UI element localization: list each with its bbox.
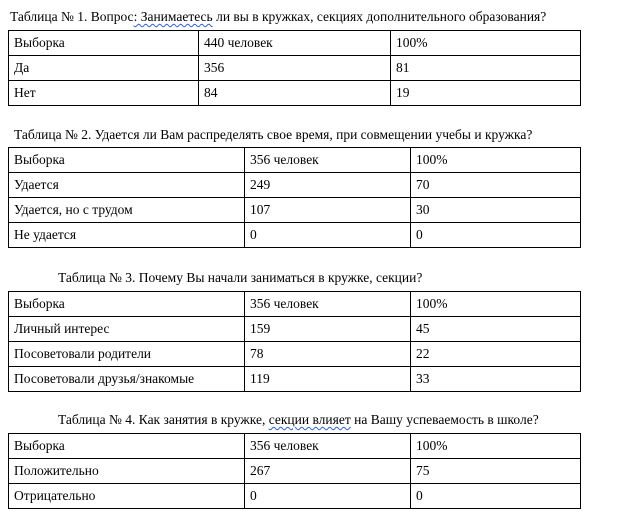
table-3-caption [58, 270, 422, 286]
table-row [9, 317, 581, 342]
table-1-caption [10, 9, 546, 25]
table-cell: 84 [199, 81, 391, 106]
table-cell: Да [9, 56, 199, 81]
table-3-caption-text: Таблица № 3. Почему Вы начали заниматься в кружке, секции? [58, 270, 423, 285]
table-cell: 159 [245, 317, 411, 342]
table-4 [8, 433, 581, 509]
table-4-caption-prefix: Таблица № 4. Как занятия в кружке, [58, 412, 269, 427]
table-cell: 356 человек [245, 434, 411, 459]
table-cell: 0 [411, 484, 581, 509]
table-row [9, 56, 581, 81]
table-row [9, 292, 581, 317]
table-cell: 119 [245, 367, 411, 392]
table-cell: 75 [411, 459, 581, 484]
table-row [9, 434, 581, 459]
table-2-caption [14, 127, 532, 143]
table-cell: Удается, но с трудом [9, 198, 245, 223]
table-cell: 33 [411, 367, 581, 392]
table-cell: 30 [411, 198, 581, 223]
table-row [9, 223, 581, 248]
table-cell: Посоветовали родители [9, 342, 245, 367]
table-cell: Выборка [9, 148, 245, 173]
table-cell: 100% [391, 31, 581, 56]
table-cell: Выборка [9, 434, 245, 459]
table-1-caption-prefix: Таблица № 1. Вопрос [10, 9, 134, 24]
table-row [9, 31, 581, 56]
table-cell: 356 человек [245, 148, 411, 173]
table-cell: 249 [245, 173, 411, 198]
table-cell: Посоветовали друзья/знакомые [9, 367, 245, 392]
table-row [9, 148, 581, 173]
table-1-caption-underlined: : Занимаетесь [133, 9, 213, 24]
table-row [9, 173, 581, 198]
table-3 [8, 291, 581, 392]
table-cell: 267 [245, 459, 411, 484]
table-cell: 70 [411, 173, 581, 198]
table-4-caption-suffix: на Вашу успеваемость в школе? [350, 412, 539, 427]
table-cell: 45 [411, 317, 581, 342]
table-cell: 81 [391, 56, 581, 81]
table-cell: 107 [245, 198, 411, 223]
table-cell: Выборка [9, 292, 245, 317]
table-cell: 0 [245, 223, 411, 248]
table-1 [8, 30, 581, 106]
table-2 [8, 147, 581, 248]
table-row [9, 342, 581, 367]
table-cell: 356 [199, 56, 391, 81]
table-cell: 0 [245, 484, 411, 509]
table-cell: 440 человек [199, 31, 391, 56]
table-cell: Удается [9, 173, 245, 198]
table-4-caption-underlined: секции влияет [268, 412, 351, 427]
table-cell: Нет [9, 81, 199, 106]
table-cell: 100% [411, 292, 581, 317]
table-cell: 19 [391, 81, 581, 106]
table-row [9, 459, 581, 484]
table-cell: 0 [411, 223, 581, 248]
table-cell: Выборка [9, 31, 199, 56]
table-row [9, 367, 581, 392]
table-cell: 356 человек [245, 292, 411, 317]
table-cell: 78 [245, 342, 411, 367]
table-1-caption-suffix: ли вы в кружках, секциях дополнительного образования? [212, 9, 547, 24]
table-cell: 100% [411, 434, 581, 459]
table-row [9, 484, 581, 509]
table-row [9, 81, 581, 106]
table-4-caption [58, 412, 539, 428]
table-cell: Не удается [9, 223, 245, 248]
table-cell: 22 [411, 342, 581, 367]
table-cell: 100% [411, 148, 581, 173]
table-cell: Положительно [9, 459, 245, 484]
table-row [9, 198, 581, 223]
table-cell: Отрицательно [9, 484, 245, 509]
table-2-caption-text: Таблица № 2. Удается ли Вам распределять свое время, при совмещении учебы и кружка? [14, 127, 533, 142]
table-cell: Личный интерес [9, 317, 245, 342]
